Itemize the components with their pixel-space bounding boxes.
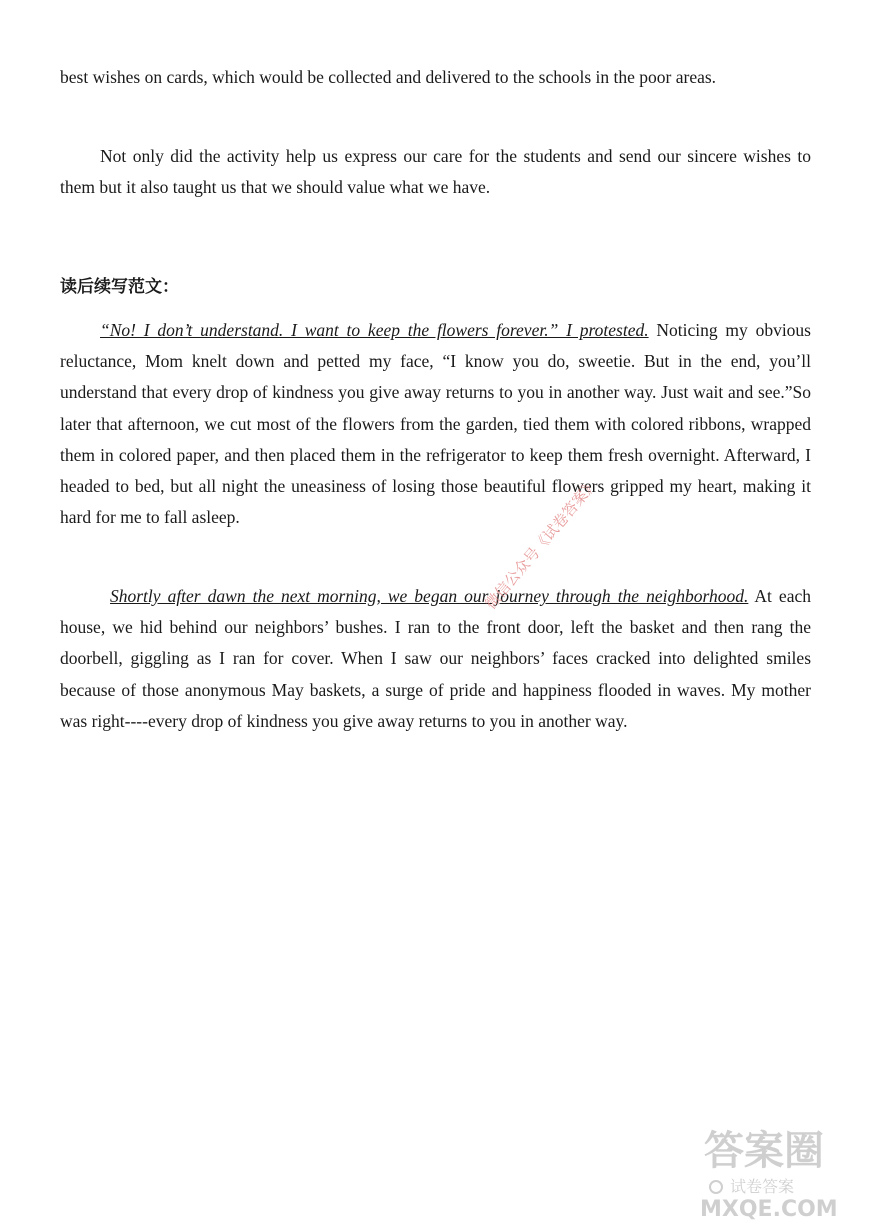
paragraph-3-opening-sentence: “No! I don’t understand. I want to keep the flowers forever.” I protested. <box>100 320 649 340</box>
paragraph-1: best wishes on cards, which would be collected and delivered to the schools in the poor areas. <box>60 67 717 87</box>
paragraph-4-opening-sentence: Shortly after dawn the next morning, we began our journey through the neighborhood. <box>110 586 749 606</box>
paragraph-3-body: Noticing my obvious reluctance, Mom knelt down and petted my face, “I know you do, sweetie. But in the end, you’ll understand that every drop of kindness you give away returns to you in another way. Just wait and see.”So later that afternoon, we cut most of the flowers from the garden, tied them with colored ribbons, wrapped them in colored paper, and then placed them in the refrigerator to keep them fresh overnight. Afterward, I headed to bed, but all night the uneasiness of losing those beautiful flowers gripped my heart, making it hard for me to fall asleep. <box>60 320 811 528</box>
section-heading: 读后续写范文： <box>60 277 179 297</box>
paragraph-4-body: At each house, we hid behind our neighbors’ bushes. I ran to the front door, left the basket and then rang the doorbell, giggling as I ran for cover. When I saw our neighbors’ faces cracked into delighted smiles because of those anonymous May baskets, a surge of pride and happiness flooded in waves. My mother was right----every drop of kindness you give away returns to you in another way. <box>60 586 811 731</box>
watermark-logo-url: MXQE.COM <box>700 1197 838 1222</box>
diagonal-watermark: 微信公众号《试卷答案》 <box>481 474 602 613</box>
paragraph-4 <box>60 581 811 737</box>
watermark-logo <box>696 1112 866 1222</box>
watermark-logo-title: 答案圈 <box>704 1128 824 1174</box>
wechat-icon <box>710 1181 722 1193</box>
watermark-logo-sub: 试卷答案 <box>730 1177 795 1196</box>
paragraph-2: Not only did the activity help us express our care for the students and send our sincere wishes to them but it also taught us that we should value what we have. <box>60 146 811 198</box>
paragraph-3 <box>60 315 811 533</box>
